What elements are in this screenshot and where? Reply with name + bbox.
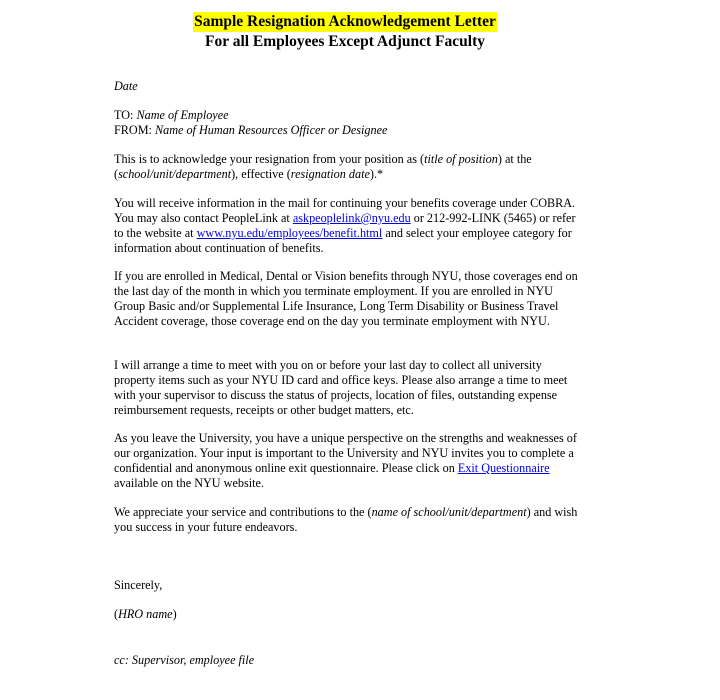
date-line — [114, 79, 584, 94]
signature-line — [114, 607, 584, 622]
para5-text-2: available on the NYU website. — [114, 476, 264, 490]
to-line — [114, 108, 584, 123]
para1-date-placeholder: resignation date — [290, 167, 370, 181]
paragraph-acknowledgement — [114, 152, 584, 182]
letter-subtitle: For all Employees Except Adjunct Faculty — [205, 33, 485, 50]
para1-text-2: ) at the ( — [114, 152, 532, 181]
para2-text-1: You will receive information in the mail for continuing your benefits coverage under COBRA. You may also contact PeopleLink at — [114, 196, 576, 225]
para1-text-1: This is to acknowledge your resignation from your position as ( — [114, 152, 425, 166]
signature-open-paren: ( — [114, 607, 119, 621]
signature-close-paren: ) — [172, 607, 177, 621]
to-label: TO: — [114, 108, 137, 122]
from-label: FROM: — [114, 123, 155, 137]
paragraph-appreciation — [114, 505, 584, 535]
para1-position-placeholder: title of position — [424, 152, 498, 166]
paragraph-exit-questionnaire — [114, 431, 584, 491]
signature-name-placeholder: HRO name — [118, 607, 173, 621]
para5-text-1: As you leave the University, you have a unique perspective on the strengths and weaknesses of our organization. Your input is important to the University and NYU invites you to complete a confidential and anonymous online exit questionnaire. Please click on — [114, 431, 577, 475]
paragraph-property — [114, 358, 584, 418]
cc-line — [114, 653, 584, 668]
paragraph-cobra — [114, 196, 584, 256]
paragraph-coverage — [114, 269, 584, 329]
para3-text: If you are enrolled in Medical, Dental or Vision benefits through NYU, those coverages end on the last day of the month in which you terminate employment. If you are enrolled in NYU Group Basic and/or Supplemental Life Insurance, Long Term Disability or Business Travel Accident coverage, those coverage end on the day you terminate employment with NYU. — [114, 269, 578, 328]
letter-title: Sample Resignation Acknowledgement Letter — [194, 13, 496, 30]
letter-header — [0, 12, 690, 52]
para6-text-2: ) and wish you success in your future endeavors. — [114, 505, 578, 534]
exit-questionnaire-link[interactable]: Exit Questionnaire — [457, 461, 550, 475]
para1-department-placeholder: school/unit/department — [118, 167, 232, 181]
date-placeholder: Date — [114, 79, 138, 93]
benefits-website-link[interactable]: www.nyu.edu/employees/benefit.html — [196, 226, 383, 240]
para6-text-1: We appreciate your service and contributions to the ( — [114, 505, 372, 519]
para1-text-4: ).* — [369, 167, 384, 181]
from-line — [114, 123, 584, 138]
peoplelink-email-link[interactable]: askpeoplelink@nyu.edu — [292, 211, 411, 225]
from-value: Name of Human Resources Officer or Designee — [154, 123, 388, 137]
cc-text: cc: Supervisor, employee file — [114, 653, 255, 667]
para2-text-2: or 212-992-LINK (5465) or refer to the website at — [114, 211, 576, 240]
to-value: Name of Employee — [136, 108, 229, 122]
para1-text-3: ), effective ( — [231, 167, 291, 181]
para6-department-placeholder: name of school/unit/department — [371, 505, 527, 519]
closing-line — [114, 578, 584, 593]
para2-text-3: and select your employee category for information about continuation of benefits. — [114, 226, 572, 255]
para4-text: I will arrange a time to meet with you on or before your last day to collect all university property items such as your NYU ID card and office keys. Please also arrange a time to meet with your supervisor to discuss the status of projects, location of files, outstanding expense reimbursement requests, receipts or other budget matters, etc. — [114, 358, 568, 417]
closing-text: Sincerely, — [114, 578, 163, 592]
